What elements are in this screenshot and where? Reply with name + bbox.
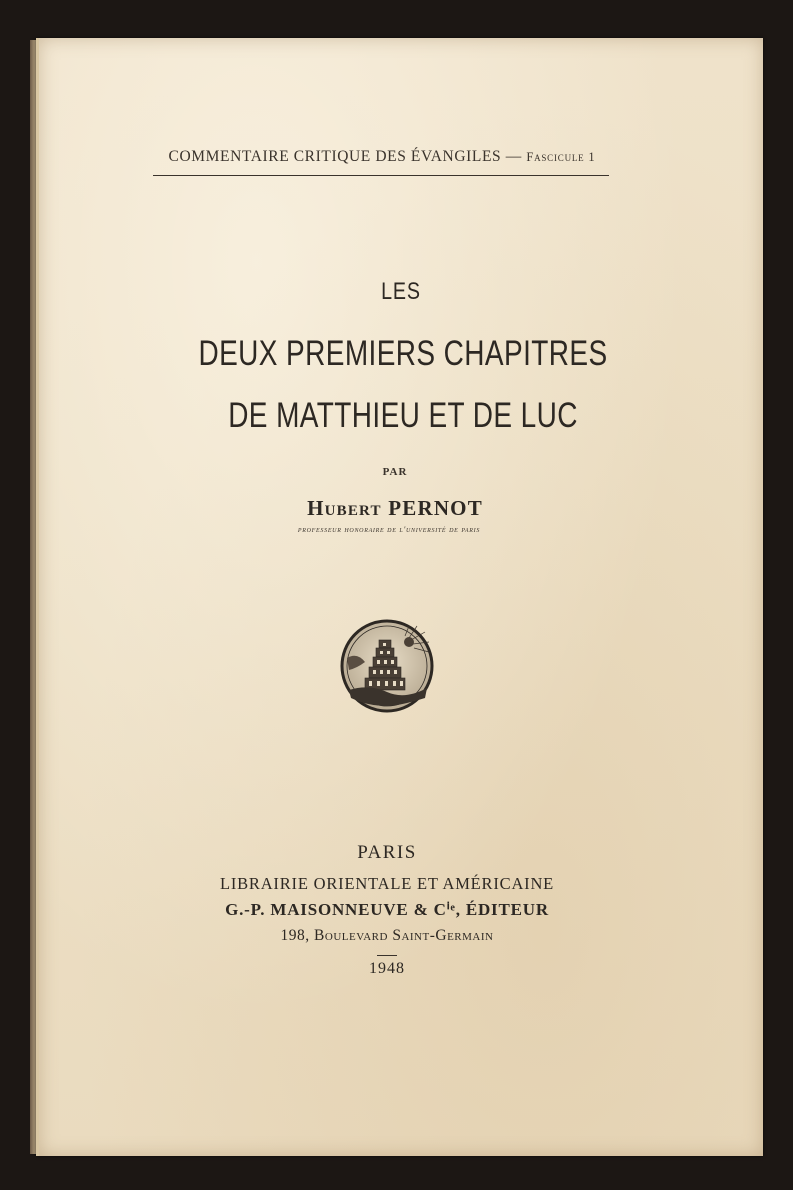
series-fascicle: Fascicule 1 <box>526 150 596 164</box>
title-line-1: DEUX PREMIERS CHAPITRES <box>198 334 608 373</box>
author-name: Hubert PERNOT <box>307 496 483 520</box>
tower-seal-icon <box>339 618 435 714</box>
publisher-editor: G.-P. MAISONNEUVE & Cⁱᵉ, ÉDITEUR <box>225 900 549 919</box>
title-article: LES <box>381 278 421 305</box>
series-title <box>153 148 611 166</box>
publication-year: 1948 <box>369 960 405 977</box>
series-title-text: COMMENTAIRE CRITIQUE DES ÉVANGILES — <box>168 148 522 165</box>
year-rule <box>377 955 397 956</box>
book-cover <box>36 38 763 1156</box>
publication-city: PARIS <box>357 842 417 863</box>
publisher-address: 198, Boulevard Saint-Germain <box>280 927 494 944</box>
by-label: PAR <box>382 466 408 478</box>
publisher-name: LIBRAIRIE ORIENTALE ET AMÉRICAINE <box>219 874 555 893</box>
title-line-2: DE MATTHIEU ET DE LUC <box>228 396 578 435</box>
author-affiliation: professeur honoraire de l'université de paris <box>297 524 481 534</box>
series-rule <box>153 175 609 176</box>
